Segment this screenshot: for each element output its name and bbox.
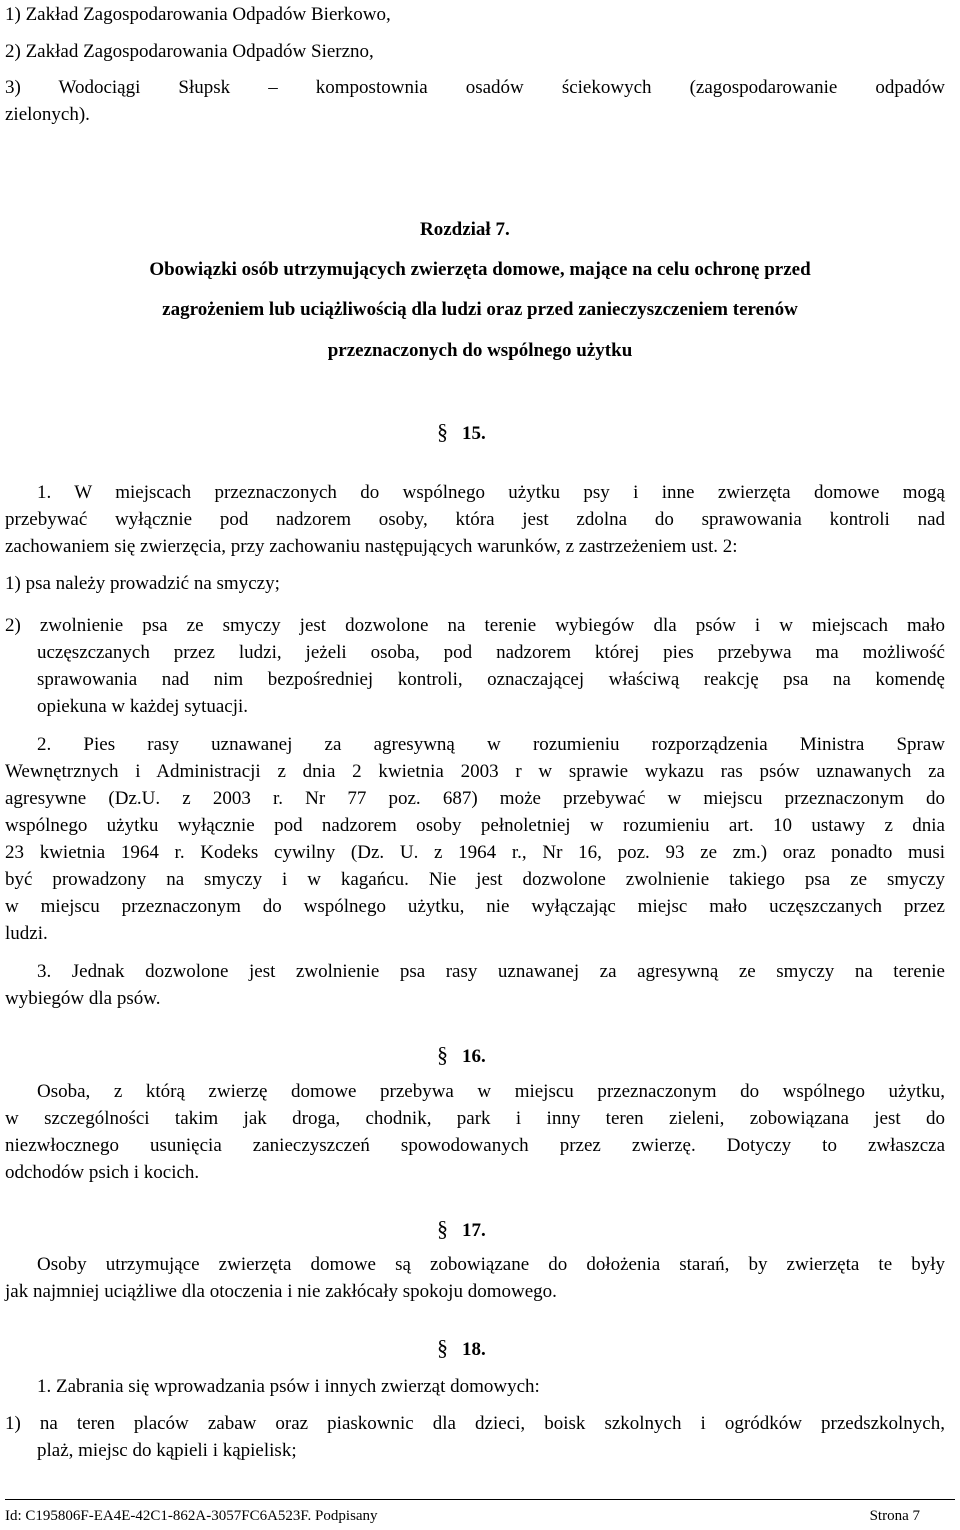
paragraph-line: 1. Zabrania się wprowadzania psów i innych zwierząt domowych: <box>37 1376 540 1397</box>
footer-document-id: Id: C195806F-EA4E-42C1-862A-3057FC6A523F. Podpisany <box>5 1508 378 1524</box>
paragraph-line: zachowaniem się zwierzęcia, przy zachowaniu następujących warunków, z zastrzeżeniem ust. 2: <box>5 536 738 557</box>
chapter-heading-line: zagrożeniem lub uciążliwością dla ludzi oraz przed zanieczyszczeniem terenów <box>162 299 798 320</box>
paragraph-line: być prowadzony na smyczy i w kagańcu. Nie jest dozwolone zwolnienie takiego psa ze smyczy <box>5 869 945 890</box>
list-item: 1) Zakład Zagospodarowania Odpadów Bierkowo, <box>5 4 391 25</box>
paragraph-line: ludzi. <box>5 923 48 944</box>
paragraph-line: w miejscu przeznaczonym do wspólnego użytku, nie wyłączając miejsc mało uczęszczanych przez <box>5 896 945 917</box>
section-heading-15 <box>437 419 486 445</box>
list-item: plaż, miejsc do kąpieli i kąpielisk; <box>37 1440 297 1461</box>
section-symbol: § <box>437 419 448 444</box>
chapter-heading-line: Obowiązki osób utrzymujących zwierzęta domowe, mające na celu ochronę przed <box>149 259 811 280</box>
list-item: 1) psa należy prowadzić na smyczy; <box>5 573 280 594</box>
section-heading-17 <box>437 1216 486 1242</box>
paragraph-line: 23 kwietnia 1964 r. Kodeks cywilny (Dz. U. z 1964 r., Nr 16, poz. 93 ze zm.) oraz ponadto musi <box>5 842 945 863</box>
section-heading-18 <box>437 1335 486 1361</box>
footer-page-number: Strona 7 <box>869 1508 920 1524</box>
footer-divider <box>5 1499 955 1500</box>
section-symbol: § <box>437 1042 448 1067</box>
list-item: 3) Wodociągi Słupsk – kompostownia osadów ściekowych (zagospodarowanie odpadów <box>5 77 945 98</box>
paragraph-line: w szczególności takim jak droga, chodnik, park i inny teren zieleni, zobowiązana jest do <box>5 1108 945 1129</box>
section-number: 16. <box>462 1046 486 1067</box>
list-item: 2) zwolnienie psa ze smyczy jest dozwolone na terenie wybiegów dla psów i w miejscach mało <box>5 615 945 636</box>
paragraph-line: wybiegów dla psów. <box>5 988 161 1009</box>
section-heading-16 <box>437 1042 486 1068</box>
section-symbol: § <box>437 1335 448 1360</box>
paragraph-line: niezwłocznego usunięcia zanieczyszczeń spowodowanych przez zwierzę. Dotyczy to zwłaszcza <box>5 1135 945 1156</box>
paragraph-line: Wewnętrznych i Administracji z dnia 2 kwietnia 2003 r w sprawie wykazu ras psów uznawanych za <box>5 761 945 782</box>
paragraph-line: odchodów psich i kocich. <box>5 1162 200 1183</box>
paragraph-line: 3. Jednak dozwolone jest zwolnienie psa rasy uznawanej za agresywną ze smyczy na terenie <box>37 961 945 982</box>
paragraph-line: 1. W miejscach przeznaczonych do wspólnego użytku psy i inne zwierzęta domowe mogą <box>37 482 945 503</box>
list-item: zielonych). <box>5 104 90 125</box>
paragraph-line: wspólnego użytku wyłącznie pod nadzorem osoby pełnoletniej w rozumieniu art. 10 ustawy z dnia <box>5 815 945 836</box>
section-number: 18. <box>462 1339 486 1360</box>
chapter-title: Rozdział 7. <box>420 219 510 240</box>
section-number: 17. <box>462 1220 486 1241</box>
list-item: sprawowania nad nim bezpośredniej kontroli, oznaczającej właściwą reakcję psa na komendę <box>37 669 945 690</box>
paragraph-line: agresywne (Dz.U. z 2003 r. Nr 77 poz. 687) może przebywać w miejscu przeznaczonym do <box>5 788 945 809</box>
list-item: 1) na teren placów zabaw oraz piaskownic dla dzieci, boisk szkolnych i ogródków przedszkolnych, <box>5 1413 945 1434</box>
list-item: uczęszczanych przez ludzi, jeżeli osoba, pod nadzorem której pies przebywa ma możliwość <box>37 642 945 663</box>
paragraph-line: przebywać wyłącznie pod nadzorem osoby, która jest zdolna do sprawowania kontroli nad <box>5 509 945 530</box>
paragraph-line: Osoba, z którą zwierzę domowe przebywa w miejscu przeznaczonym do wspólnego użytku, <box>37 1081 945 1102</box>
paragraph-line: 2. Pies rasy uznawanej za agresywną w rozumieniu rozporządzenia Ministra Spraw <box>37 734 945 755</box>
chapter-heading-line: przeznaczonych do wspólnego użytku <box>327 340 633 361</box>
section-number: 15. <box>462 423 486 444</box>
list-item: 2) Zakład Zagospodarowania Odpadów Sierzno, <box>5 41 374 62</box>
section-symbol: § <box>437 1216 448 1241</box>
paragraph-line: jak najmniej uciążliwe dla otoczenia i nie zakłócały spokoju domowego. <box>5 1281 557 1302</box>
list-item: opiekuna w każdej sytuacji. <box>37 696 249 717</box>
paragraph-line: Osoby utrzymujące zwierzęta domowe są zobowiązane do dołożenia starań, by zwierzęta te były <box>37 1254 945 1275</box>
